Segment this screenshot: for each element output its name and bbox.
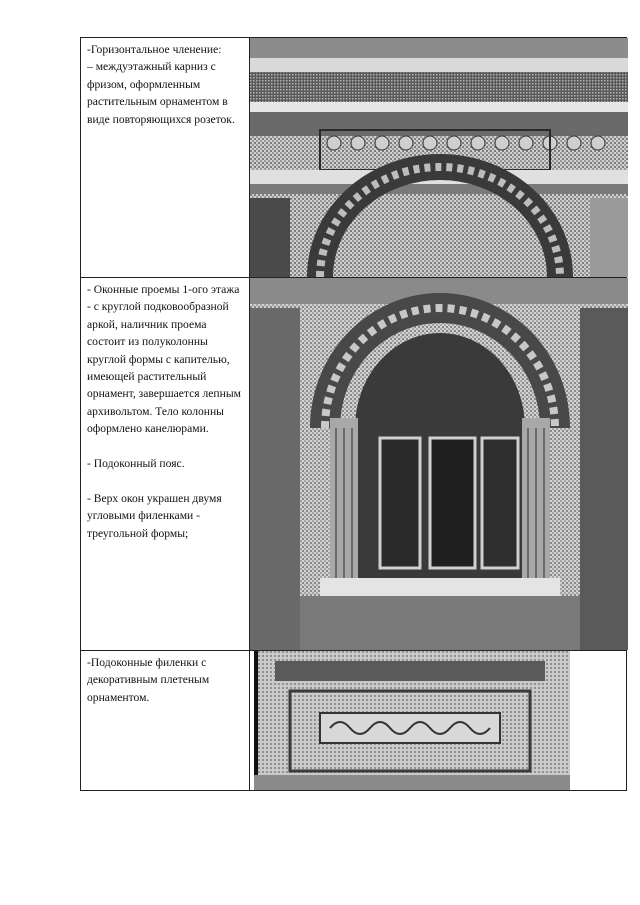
table-row <box>81 278 627 651</box>
cornice-frieze-photo <box>250 38 626 277</box>
photo-cell <box>250 38 627 278</box>
text-cell <box>81 38 250 278</box>
description-cornice: -Горизонтальное членение: – междуэтажный карниз с фризом, оформленным растительным орнаментом в виде повторяющихся розеток. <box>87 43 235 126</box>
photo-cell <box>250 651 627 791</box>
text-cell <box>81 278 250 651</box>
description-windows: - Оконные проемы 1-ого этажа - с круглой подковообразной аркой, наличник проема состоит из полуколонны круглой формы с капителью, имеющей растительный орнамент, завершается лепным архивольтом. Тело колонны оформлено канелюрами. - Подоконный пояс. - Верх окон украшен двумя угловыми филенками - треугольной формы; <box>87 283 241 540</box>
photo-cell <box>250 278 627 651</box>
table-row <box>81 651 627 791</box>
windowsill-panel-photo <box>250 651 626 790</box>
document-table <box>80 37 627 791</box>
table-row <box>81 38 627 278</box>
text-cell <box>81 651 250 791</box>
description-sill-panels: -Подоконные филенки с декоративным плетеным орнаментом. <box>87 656 210 704</box>
arched-window-photo <box>250 278 626 650</box>
